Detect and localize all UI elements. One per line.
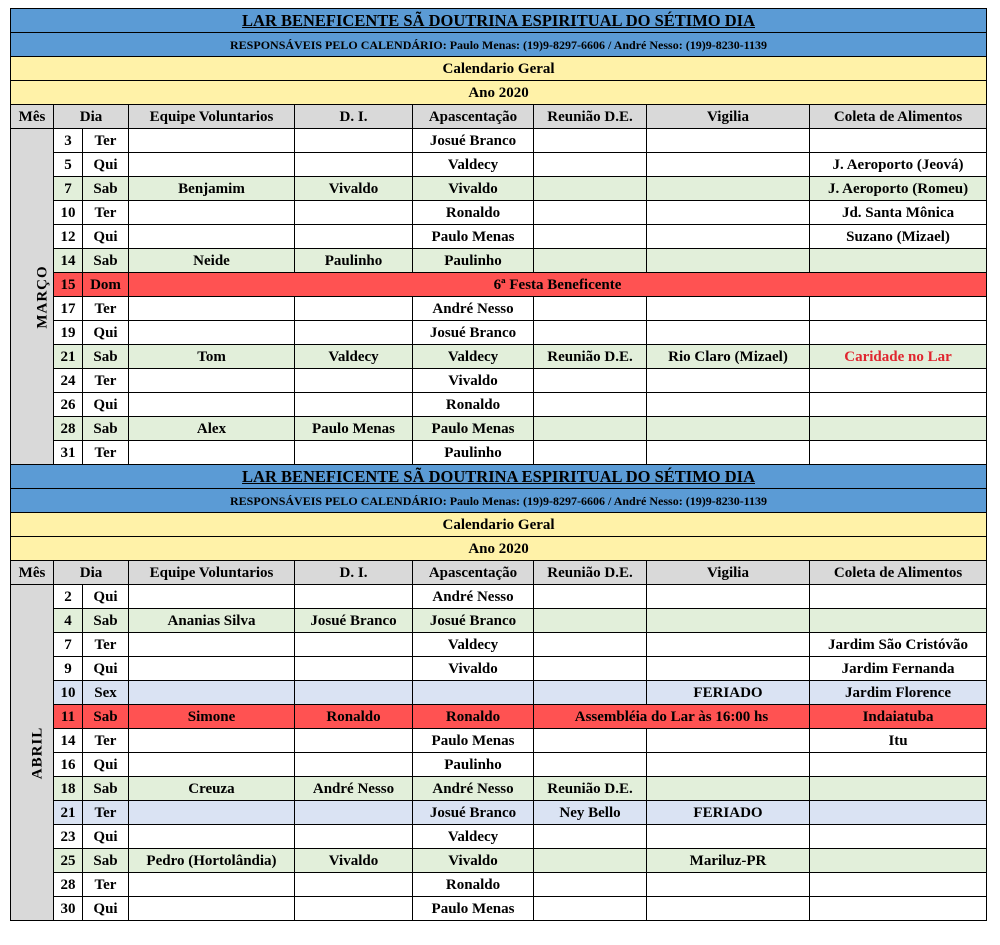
equipe-cell xyxy=(129,225,295,249)
apascentacao-cell: Josué Branco xyxy=(413,801,534,825)
subtitle-row xyxy=(11,57,987,81)
di-cell xyxy=(295,153,413,177)
reuniao-cell xyxy=(534,369,647,393)
vigilia-cell xyxy=(647,129,810,153)
reuniao-cell: Reunião D.E. xyxy=(534,777,647,801)
header-vigilia: Vigilia xyxy=(647,561,810,585)
calendar-table xyxy=(10,8,987,921)
di-cell xyxy=(295,201,413,225)
di-cell: André Nesso xyxy=(295,777,413,801)
weekday: Qui xyxy=(83,225,129,249)
apascentacao-cell: André Nesso xyxy=(413,297,534,321)
title-row xyxy=(11,465,987,489)
di-cell xyxy=(295,681,413,705)
vigilia-cell: Mariluz-PR xyxy=(647,849,810,873)
equipe-cell: Pedro (Hortolândia) xyxy=(129,849,295,873)
di-cell xyxy=(295,897,413,921)
coleta-cell xyxy=(810,297,987,321)
header-apascentacao: Apascentação xyxy=(413,561,534,585)
table-row xyxy=(11,825,987,849)
di-cell: Paulinho xyxy=(295,249,413,273)
reuniao-cell: Reunião D.E. xyxy=(534,345,647,369)
weekday: Sab xyxy=(83,249,129,273)
weekday: Sab xyxy=(83,177,129,201)
day-number: 26 xyxy=(54,393,83,417)
equipe-cell xyxy=(129,897,295,921)
table-row xyxy=(11,249,987,273)
apascentacao-cell: Paulo Menas xyxy=(413,897,534,921)
vigilia-cell xyxy=(647,825,810,849)
vigilia-cell: FERIADO xyxy=(647,681,810,705)
reuniao-cell xyxy=(534,225,647,249)
coleta-cell xyxy=(810,873,987,897)
day-number: 28 xyxy=(54,873,83,897)
equipe-cell xyxy=(129,153,295,177)
apascentacao-cell: Vivaldo xyxy=(413,177,534,201)
weekday: Sab xyxy=(83,345,129,369)
apascentacao-cell: Paulinho xyxy=(413,441,534,465)
weekday: Sab xyxy=(83,705,129,729)
reuniao-cell xyxy=(534,297,647,321)
header-di: D. I. xyxy=(295,105,413,129)
coleta-cell xyxy=(810,369,987,393)
coleta-cell xyxy=(810,585,987,609)
di-cell xyxy=(295,729,413,753)
di-cell: Paulo Menas xyxy=(295,417,413,441)
day-number: 11 xyxy=(54,705,83,729)
header-month: Mês xyxy=(11,561,54,585)
table-row xyxy=(11,297,987,321)
vigilia-cell xyxy=(647,369,810,393)
reuniao-cell xyxy=(534,897,647,921)
table-row xyxy=(11,441,987,465)
table-row xyxy=(11,153,987,177)
vigilia-cell xyxy=(647,297,810,321)
coleta-cell xyxy=(810,849,987,873)
apascentacao-cell: Paulo Menas xyxy=(413,225,534,249)
table-row xyxy=(11,897,987,921)
title-row xyxy=(11,9,987,33)
equipe-cell xyxy=(129,369,295,393)
weekday: Qui xyxy=(83,897,129,921)
reuniao-cell xyxy=(534,201,647,225)
weekday: Sab xyxy=(83,417,129,441)
reuniao-cell xyxy=(534,657,647,681)
vigilia-cell: FERIADO xyxy=(647,801,810,825)
di-cell xyxy=(295,753,413,777)
weekday: Ter xyxy=(83,633,129,657)
coleta-cell xyxy=(810,249,987,273)
responsible-contacts: RESPONSÁVEIS PELO CALENDÁRIO: Paulo Menas: (19)9-8297-6606 / André Nesso: (19)9-8230-1139 xyxy=(11,489,987,513)
apascentacao-cell: Ronaldo xyxy=(413,705,534,729)
month-label xyxy=(11,129,54,465)
coleta-cell xyxy=(810,393,987,417)
equipe-cell: Benjamim xyxy=(129,177,295,201)
vigilia-cell xyxy=(647,249,810,273)
di-cell xyxy=(295,369,413,393)
equipe-cell xyxy=(129,801,295,825)
coleta-cell xyxy=(810,609,987,633)
apascentacao-cell: Valdecy xyxy=(413,633,534,657)
table-row xyxy=(11,177,987,201)
di-cell xyxy=(295,129,413,153)
assembly-cell: Assembléia do Lar às 16:00 hs xyxy=(534,705,810,729)
coleta-cell xyxy=(810,129,987,153)
weekday: Qui xyxy=(83,825,129,849)
table-row xyxy=(11,585,987,609)
equipe-cell xyxy=(129,873,295,897)
calendar-title: LAR BENEFICENTE SÃ DOUTRINA ESPIRITUAL DO SÉTIMO DIA xyxy=(11,9,987,33)
reuniao-cell xyxy=(534,585,647,609)
day-number: 24 xyxy=(54,369,83,393)
reuniao-cell xyxy=(534,729,647,753)
equipe-cell xyxy=(129,129,295,153)
year-row xyxy=(11,81,987,105)
table-row xyxy=(11,633,987,657)
coleta-cell xyxy=(810,417,987,441)
equipe-cell xyxy=(129,657,295,681)
day-number: 30 xyxy=(54,897,83,921)
di-cell xyxy=(295,441,413,465)
day-number: 5 xyxy=(54,153,83,177)
day-number: 9 xyxy=(54,657,83,681)
header-month: Mês xyxy=(11,105,54,129)
weekday: Ter xyxy=(83,873,129,897)
apascentacao-cell: Valdecy xyxy=(413,153,534,177)
di-cell xyxy=(295,585,413,609)
table-row xyxy=(11,273,987,297)
coleta-cell xyxy=(810,753,987,777)
header-di: D. I. xyxy=(295,561,413,585)
reuniao-cell xyxy=(534,129,647,153)
coleta-cell xyxy=(810,777,987,801)
weekday: Dom xyxy=(83,273,129,297)
day-number: 18 xyxy=(54,777,83,801)
day-number: 7 xyxy=(54,633,83,657)
equipe-cell: Tom xyxy=(129,345,295,369)
apascentacao-cell: André Nesso xyxy=(413,777,534,801)
table-row xyxy=(11,225,987,249)
header-day: Dia xyxy=(54,105,129,129)
day-number: 17 xyxy=(54,297,83,321)
apascentacao-cell: Vivaldo xyxy=(413,849,534,873)
header-reuniao: Reunião D.E. xyxy=(534,105,647,129)
reuniao-cell xyxy=(534,417,647,441)
day-number: 14 xyxy=(54,249,83,273)
di-cell xyxy=(295,225,413,249)
weekday: Qui xyxy=(83,753,129,777)
vigilia-cell xyxy=(647,609,810,633)
weekday: Qui xyxy=(83,321,129,345)
reuniao-cell xyxy=(534,393,647,417)
equipe-cell: Creuza xyxy=(129,777,295,801)
weekday: Ter xyxy=(83,441,129,465)
di-cell xyxy=(295,657,413,681)
vigilia-cell xyxy=(647,657,810,681)
table-row xyxy=(11,345,987,369)
coleta-cell: Suzano (Mizael) xyxy=(810,225,987,249)
di-cell: Valdecy xyxy=(295,345,413,369)
equipe-cell: Simone xyxy=(129,705,295,729)
vigilia-cell xyxy=(647,873,810,897)
table-row xyxy=(11,657,987,681)
day-number: 3 xyxy=(54,129,83,153)
coleta-cell: Jd. Santa Mônica xyxy=(810,201,987,225)
reuniao-cell xyxy=(534,249,647,273)
di-cell xyxy=(295,393,413,417)
vigilia-cell: Rio Claro (Mizael) xyxy=(647,345,810,369)
equipe-cell xyxy=(129,585,295,609)
calendar-year: Ano 2020 xyxy=(11,81,987,105)
di-cell: Vivaldo xyxy=(295,849,413,873)
vigilia-cell xyxy=(647,177,810,201)
table-row xyxy=(11,129,987,153)
weekday: Qui xyxy=(83,585,129,609)
day-number: 7 xyxy=(54,177,83,201)
di-cell xyxy=(295,633,413,657)
weekday: Qui xyxy=(83,153,129,177)
table-row xyxy=(11,393,987,417)
header-reuniao: Reunião D.E. xyxy=(534,561,647,585)
header-equipe: Equipe Voluntarios xyxy=(129,105,295,129)
coleta-cell xyxy=(810,801,987,825)
responsible-contacts: RESPONSÁVEIS PELO CALENDÁRIO: Paulo Menas: (19)9-8297-6606 / André Nesso: (19)9-8230-1139 xyxy=(11,33,987,57)
day-number: 31 xyxy=(54,441,83,465)
day-number: 12 xyxy=(54,225,83,249)
coleta-cell: Jardim Florence xyxy=(810,681,987,705)
apascentacao-cell: Ronaldo xyxy=(413,873,534,897)
di-cell xyxy=(295,801,413,825)
day-number: 10 xyxy=(54,201,83,225)
day-number: 25 xyxy=(54,849,83,873)
month-name: MARÇO xyxy=(34,264,51,329)
column-header-row xyxy=(11,105,987,129)
day-number: 2 xyxy=(54,585,83,609)
table-row xyxy=(11,321,987,345)
coleta-cell: Jardim São Cristóvão xyxy=(810,633,987,657)
month-name: ABRIL xyxy=(29,726,46,779)
calendar-subtitle: Calendario Geral xyxy=(11,57,987,81)
equipe-cell xyxy=(129,825,295,849)
apascentacao-cell xyxy=(413,681,534,705)
apascentacao-cell: Vivaldo xyxy=(413,657,534,681)
header-apascentacao: Apascentação xyxy=(413,105,534,129)
equipe-cell xyxy=(129,297,295,321)
di-cell xyxy=(295,825,413,849)
weekday: Sab xyxy=(83,849,129,873)
contact-row xyxy=(11,489,987,513)
month-label xyxy=(11,585,54,921)
reuniao-cell xyxy=(534,177,647,201)
table-row xyxy=(11,873,987,897)
day-number: 15 xyxy=(54,273,83,297)
vigilia-cell xyxy=(647,729,810,753)
reuniao-cell xyxy=(534,849,647,873)
header-equipe: Equipe Voluntarios xyxy=(129,561,295,585)
day-number: 21 xyxy=(54,345,83,369)
day-number: 4 xyxy=(54,609,83,633)
day-number: 28 xyxy=(54,417,83,441)
apascentacao-cell: Valdecy xyxy=(413,345,534,369)
day-number: 16 xyxy=(54,753,83,777)
weekday: Qui xyxy=(83,393,129,417)
vigilia-cell xyxy=(647,393,810,417)
weekday: Ter xyxy=(83,129,129,153)
event-cell: 6ª Festa Beneficente xyxy=(129,273,987,297)
day-number: 23 xyxy=(54,825,83,849)
weekday: Ter xyxy=(83,369,129,393)
coleta-cell: Indaiatuba xyxy=(810,705,987,729)
vigilia-cell xyxy=(647,201,810,225)
apascentacao-cell: Paulo Menas xyxy=(413,417,534,441)
apascentacao-cell: Valdecy xyxy=(413,825,534,849)
calendar-title: LAR BENEFICENTE SÃ DOUTRINA ESPIRITUAL DO SÉTIMO DIA xyxy=(11,465,987,489)
equipe-cell xyxy=(129,321,295,345)
equipe-cell xyxy=(129,441,295,465)
header-coleta: Coleta de Alimentos xyxy=(810,561,987,585)
vigilia-cell xyxy=(647,153,810,177)
day-number: 21 xyxy=(54,801,83,825)
weekday: Ter xyxy=(83,729,129,753)
equipe-cell xyxy=(129,201,295,225)
apascentacao-cell: Ronaldo xyxy=(413,393,534,417)
calendar-year: Ano 2020 xyxy=(11,537,987,561)
header-vigilia: Vigilia xyxy=(647,105,810,129)
apascentacao-cell: Paulo Menas xyxy=(413,729,534,753)
coleta-cell xyxy=(810,441,987,465)
weekday: Ter xyxy=(83,801,129,825)
apascentacao-cell: Vivaldo xyxy=(413,369,534,393)
calendar-subtitle: Calendario Geral xyxy=(11,513,987,537)
table-row xyxy=(11,201,987,225)
day-number: 19 xyxy=(54,321,83,345)
vigilia-cell xyxy=(647,585,810,609)
coleta-cell: Itu xyxy=(810,729,987,753)
table-row xyxy=(11,777,987,801)
equipe-cell xyxy=(129,729,295,753)
coleta-cell: Caridade no Lar xyxy=(810,345,987,369)
di-cell xyxy=(295,321,413,345)
coleta-cell: J. Aeroporto (Jeová) xyxy=(810,153,987,177)
apascentacao-cell: Paulinho xyxy=(413,753,534,777)
coleta-cell xyxy=(810,825,987,849)
table-row xyxy=(11,705,987,729)
table-row xyxy=(11,369,987,393)
contact-row xyxy=(11,33,987,57)
table-row xyxy=(11,753,987,777)
vigilia-cell xyxy=(647,777,810,801)
apascentacao-cell: Josué Branco xyxy=(413,321,534,345)
equipe-cell: Alex xyxy=(129,417,295,441)
table-row xyxy=(11,801,987,825)
header-coleta: Coleta de Alimentos xyxy=(810,105,987,129)
vigilia-cell xyxy=(647,753,810,777)
table-row xyxy=(11,849,987,873)
vigilia-cell xyxy=(647,321,810,345)
reuniao-cell xyxy=(534,825,647,849)
apascentacao-cell: Josué Branco xyxy=(413,129,534,153)
reuniao-cell xyxy=(534,753,647,777)
apascentacao-cell: Josué Branco xyxy=(413,609,534,633)
reuniao-cell xyxy=(534,609,647,633)
apascentacao-cell: Ronaldo xyxy=(413,201,534,225)
reuniao-cell xyxy=(534,441,647,465)
reuniao-cell xyxy=(534,153,647,177)
weekday: Ter xyxy=(83,297,129,321)
di-cell: Vivaldo xyxy=(295,177,413,201)
weekday: Ter xyxy=(83,201,129,225)
apascentacao-cell: Paulinho xyxy=(413,249,534,273)
table-row xyxy=(11,609,987,633)
weekday: Sab xyxy=(83,777,129,801)
table-row xyxy=(11,681,987,705)
vigilia-cell xyxy=(647,441,810,465)
subtitle-row xyxy=(11,513,987,537)
equipe-cell xyxy=(129,681,295,705)
reuniao-cell xyxy=(534,873,647,897)
day-number: 10 xyxy=(54,681,83,705)
equipe-cell: Neide xyxy=(129,249,295,273)
equipe-cell xyxy=(129,393,295,417)
di-cell: Josué Branco xyxy=(295,609,413,633)
vigilia-cell xyxy=(647,417,810,441)
header-day: Dia xyxy=(54,561,129,585)
reuniao-cell xyxy=(534,681,647,705)
equipe-cell xyxy=(129,753,295,777)
column-header-row xyxy=(11,561,987,585)
reuniao-cell: Ney Bello xyxy=(534,801,647,825)
year-row xyxy=(11,537,987,561)
table-row xyxy=(11,729,987,753)
coleta-cell: J. Aeroporto (Romeu) xyxy=(810,177,987,201)
vigilia-cell xyxy=(647,225,810,249)
vigilia-cell xyxy=(647,633,810,657)
reuniao-cell xyxy=(534,633,647,657)
di-cell: Ronaldo xyxy=(295,705,413,729)
weekday: Sab xyxy=(83,609,129,633)
equipe-cell: Ananias Silva xyxy=(129,609,295,633)
coleta-cell xyxy=(810,321,987,345)
vigilia-cell xyxy=(647,897,810,921)
coleta-cell: Jardim Fernanda xyxy=(810,657,987,681)
coleta-cell xyxy=(810,897,987,921)
table-row xyxy=(11,417,987,441)
equipe-cell xyxy=(129,633,295,657)
di-cell xyxy=(295,873,413,897)
weekday: Sex xyxy=(83,681,129,705)
reuniao-cell xyxy=(534,321,647,345)
apascentacao-cell: André Nesso xyxy=(413,585,534,609)
di-cell xyxy=(295,297,413,321)
weekday: Qui xyxy=(83,657,129,681)
day-number: 14 xyxy=(54,729,83,753)
